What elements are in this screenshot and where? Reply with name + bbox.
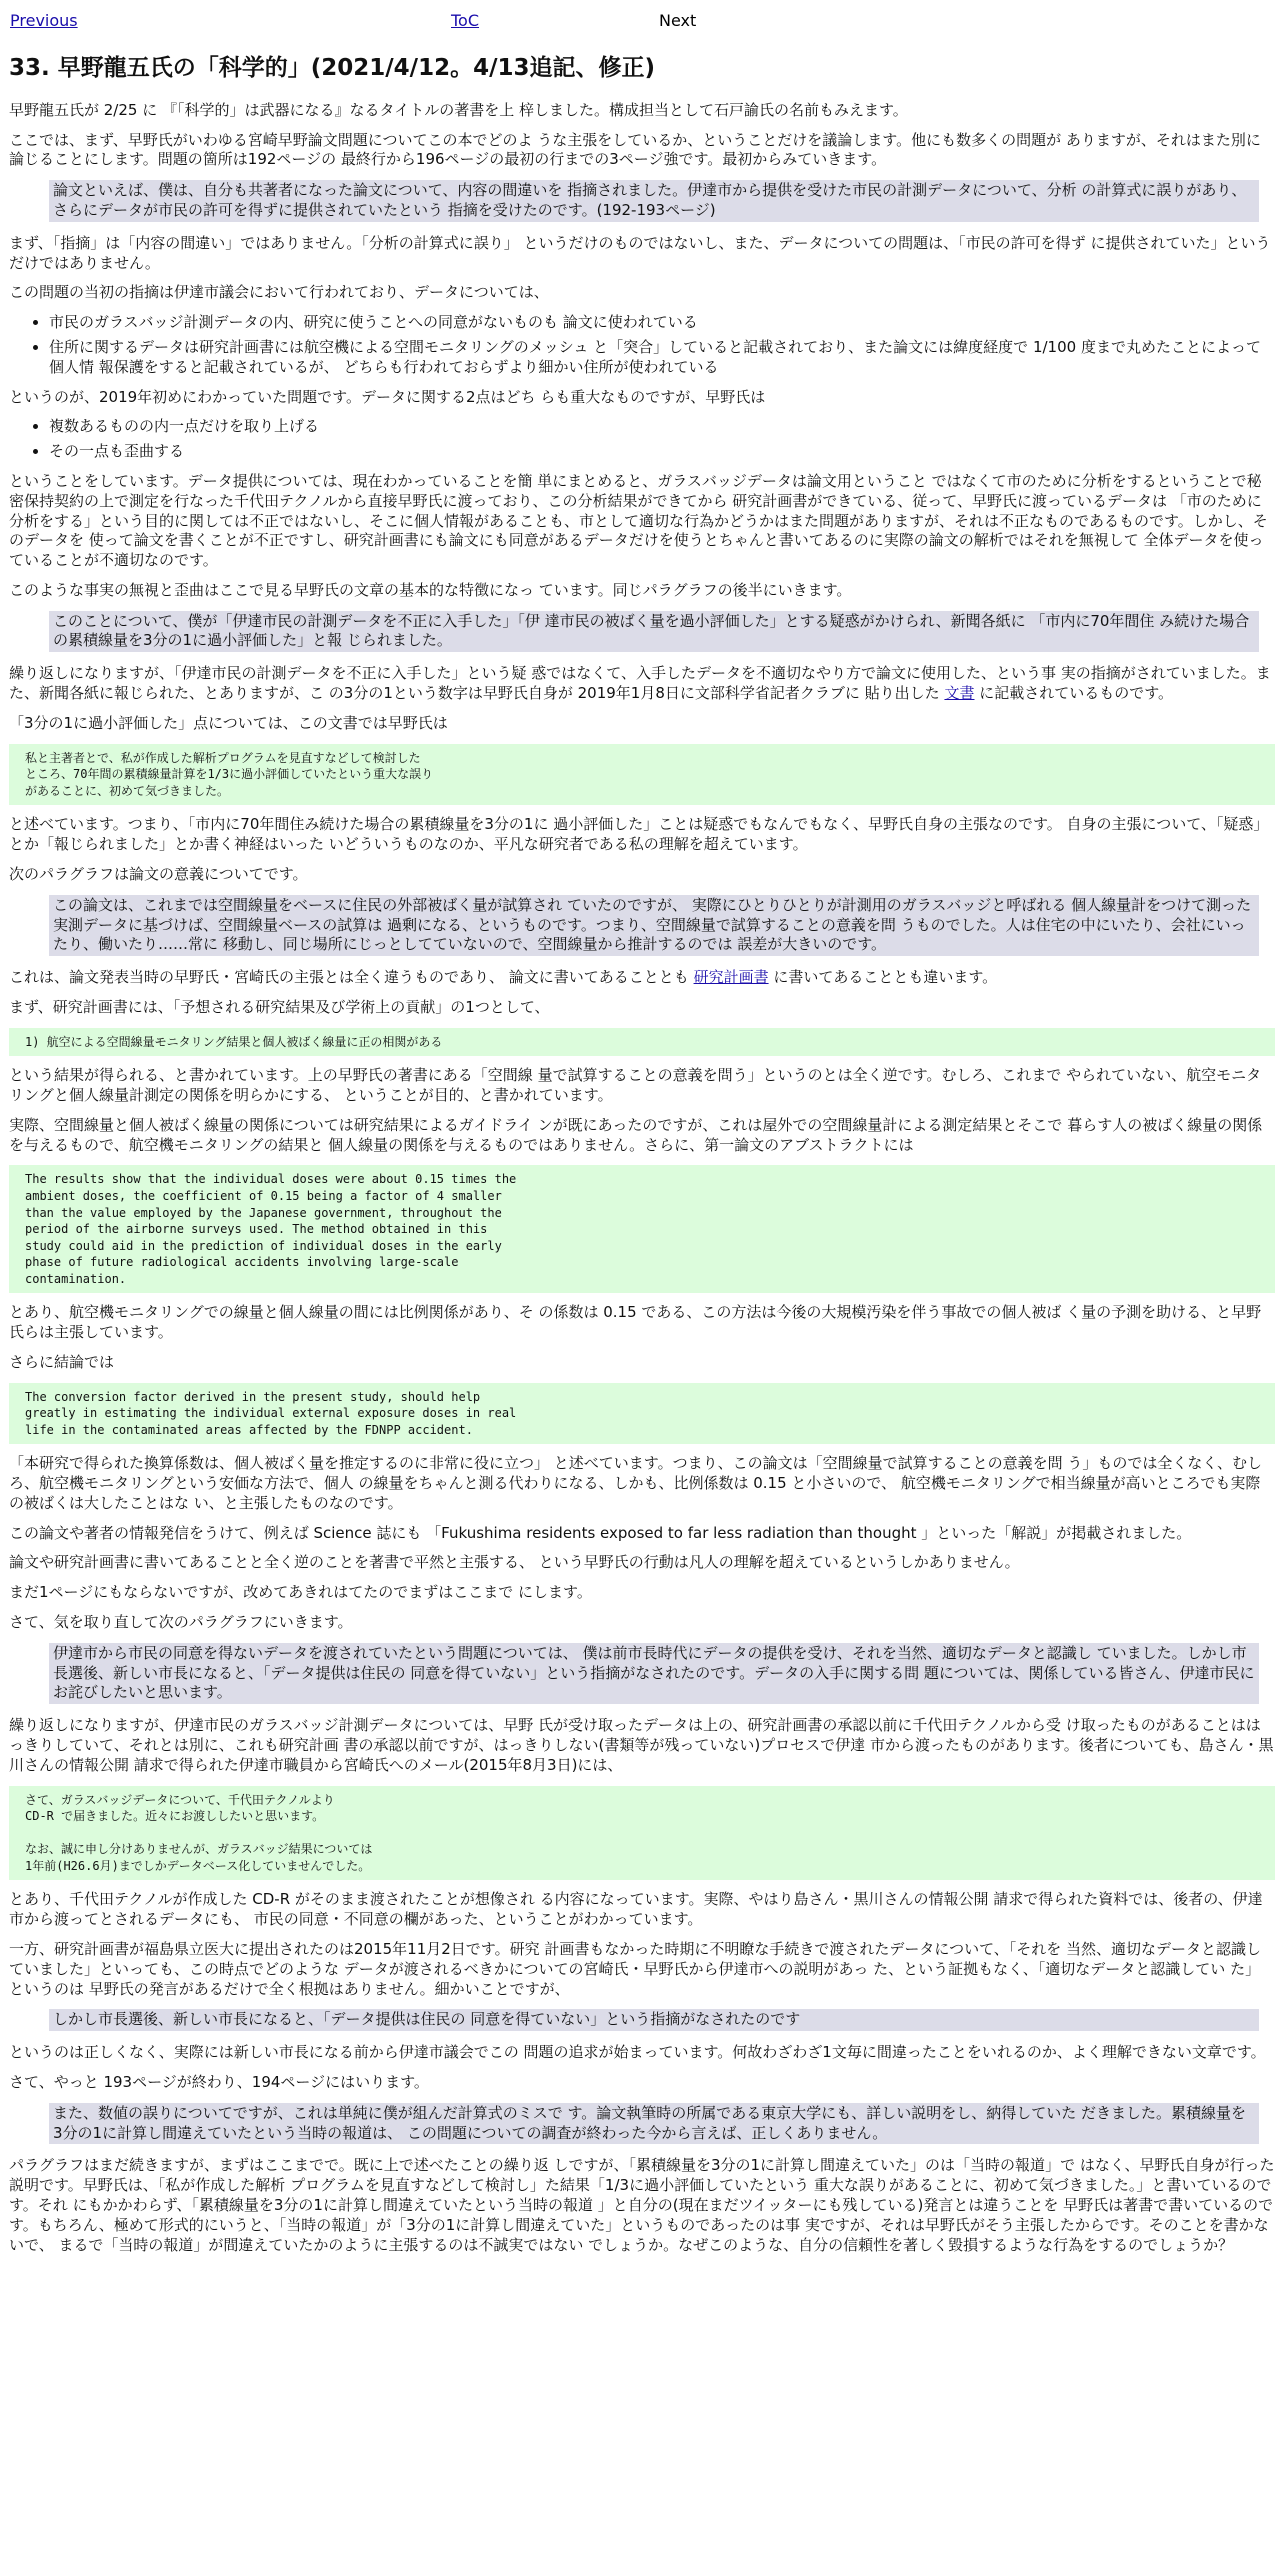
paragraph: 「3分の1に過小評価した」点については、この文書では早野氏は xyxy=(9,713,448,732)
code-excerpt: 1) 航空による空間線量モニタリング結果と個人被ばく線量に正の相関がある xyxy=(9,1028,1275,1057)
paragraph: さて、やっと 193ページが終わり、194ページにはいります。 xyxy=(9,2072,429,2091)
paragraph: さらに結論では xyxy=(9,1352,115,1371)
quoted-excerpt: このことについて、僕が「伊達市民の計測データを不正に入手した」「伊 達市民の被ばく量を過小評価した」とする疑惑がかけられ、新聞各紙に 「市内に70年間住 み続けた場合の累積線量を3分の1に過小評価した」と報 じられました。 xyxy=(49,611,1259,653)
quoted-excerpt: 伊達市から市民の同意を得ないデータを渡されていたという問題については、 僕は前市長時代にデータの提供を受け、それを当然、適切なデータと認識し ていました。しかし市長選後、新しい市長になると、「データ提供は住民の 同意を得ていない」という指摘がなされたのです。データの入手に関する問 題については、関係している皆さん、伊達市民にお詫びしたいと思います。 xyxy=(49,1643,1259,1704)
issues-list xyxy=(9,313,1275,377)
paragraph: パラグラフはまだ続きますが、まずはここまでで。既に上で述べたことの繰り返 しですが、「累積線量を3分の1に計算し間違えていた」のは「当時の報道」で はなく、早野氏自身が行った説明です。早野氏は、「私が作成した解析 プログラムを見直すなどして検討し」た結果「1/3に過小評価していたという 重大な誤りがあることに、初めて気づきました。」と書いているのです。それ にもかかわらず、「累積線量を3分の1に計算し間違えていたという当時の報道 」と自分の(現在まだツイッターにも残している)発言とは違うことを 早野氏は著書で書いているのです。もちろん、極めて形式的にいうと、「当時の報道」が「3分の1に計算し間違えていた」というものであったのは事 実ですが、それは早野氏がそう主張したからです。そのことを書かないで、 まるで「当時の報道」が間違えていたかのように主張するのは不誠実ではない でしょうか。なぜこのような、自分の信頼性を著しく毀損するような行為をするのでしょうか？ xyxy=(9,2156,1275,2254)
quoted-excerpt: また、数値の誤りについてですが、これは単純に僕が組んだ計算式のミスで す。論文執筆時の所属である東京大学にも、詳しい説明をし、納得していた だきました。累積線量を3分の1に計算し間違えていたという当時の報道は、 この問題についての調査が終わった今から言えば、正しくありません。 xyxy=(49,2103,1259,2145)
paragraph: 次のパラグラフは論文の意義についてです。 xyxy=(9,864,308,883)
page-title: 33. 早野龍五氏の「科学的」(2021/4/12。4/13追記、修正) xyxy=(9,55,656,81)
paragraph: まず、研究計画書には、「予想される研究結果及び学術上の貢献」の1つとして、 xyxy=(9,997,550,1016)
paragraph: 一方、研究計画書が福島県立医大に提出されたのは2015年11月2日です。研究 計画書もなかった時期に不明瞭な手続きで渡されたデータについて、「それを 当然、適切なデータと認識していました」といっても、この時点でどのような データが渡されるべきかについての宮崎氏・早野氏から伊達市への説明があっ た、という証拠もなく、「適切なデータと認識してい た」というのは 早野氏の発言があるだけで全く根拠はありません。細かいことですが、 xyxy=(9,1939,1262,1998)
paragraph: ここでは、まず、早野氏がいわゆる宮崎早野論文問題についてこの本でどのよ うな主張をしているか、ということだけを議論します。他にも数多くの問題が ありますが、それはまた別に論じることにします。問題の箇所は192ページの 最終行から196ページの最初の行までの3ページ強です。最初からみていきます。 xyxy=(9,130,1261,169)
document-link[interactable]: 文書 xyxy=(944,684,975,703)
paragraph: 早野龍五氏が 2/25 に 『「科学的」は武器になる』なるタイトルの著書を上 梓しました。構成担当として石戸諭氏の名前もみえます。 xyxy=(9,100,908,119)
paragraph-text: に書いてあることとも違います。 xyxy=(773,968,998,987)
quoted-excerpt: 論文といえば、僕は、自分も共著者になった論文について、内容の間違いを 指摘されました。伊達市から提供を受けた市民の計測データについて、分析 の計算式に誤りがあり、さらにデータが市民の許可を得ずに提供されていたという 指摘を受けたのです。(192-193ページ) xyxy=(49,180,1259,222)
list-item: • 住所に関するデータは研究計画書には航空機による空間モニタリングのメッシュ と「突合」していると記載されており、また論文には緯度経度で 1/100 度まで丸めたことによって個人情 報保護をすると記載されているが、 どちらも行われておらずより細かい住所が使われている xyxy=(49,338,1275,378)
paragraph xyxy=(9,664,1275,704)
paragraph: まず、「指摘」は「内容の間違い」ではありません。「分析の計算式に誤り」 というだけのものではないし、また、データについての問題は、「市民の許可を得ず に提供されていた」というだけではありません。 xyxy=(9,233,1271,272)
paragraph: さて、気を取り直して次のパラグラフにいきます。 xyxy=(9,1613,353,1632)
list-item: • 市民のガラスバッジ計測データの内、研究に使うことへの同意がないものも 論文に使われている xyxy=(49,313,1275,333)
code-excerpt: 私と主著者とで、私が作成した解析プログラムを見直すなどして検討した ところ、70年間の累積線量計算を1/3に過小評価していたという重大な誤り があることに、初めて気づきました。 xyxy=(9,744,1275,806)
paragraph: とあり、航空機モニタリングでの線量と個人線量の間には比例関係があり、そ の係数は 0.15 である、この方法は今後の大規模汚染を伴う事故での個人被ば く量の予測を助ける、と早野氏らは主張しています。 xyxy=(9,1303,1262,1342)
code-excerpt: さて、ガラスバッジデータについて、千代田テクノルより CD-R で届きました。近々にお渡ししたいと思います。 なお、誠に申し分けありませんが、ガラスバッジ結果については 1年前(H26.6月)までしかデータベース化していませんでした。 xyxy=(9,1786,1275,1881)
next-label: Next xyxy=(659,11,697,30)
quoted-excerpt: この論文は、これまでは空間線量をベースに住民の外部被ばく量が試算され ていたのですが、 実際にひとりひとりが計測用のガラスバッジと呼ばれる 個人線量計をつけて測った実測データに基づけば、空間線量ベースの試算は 過剰になる、というものです。つまり、空間線量で試算することの意義を問 うものでした。人は住宅の中にいたり、会社にいったり、働いたり……常に 移動し、同じ場所にじっとしてていないので、空間線量から推計するのでは 誤差が大きいのです。 xyxy=(49,895,1259,956)
paragraph: と述べています。つまり、「市内に70年間住み続けた場合の累積線量を3分の1に 過小評価した」ことは疑惑でもなんでもなく、早野氏自身の主張なのです。 自身の主張について、「疑惑」とか「報じられました」とか書く神経はいった いどういうものなのか、平凡な研究者である私の理解を超えています。 xyxy=(9,815,1269,854)
list-item: • 複数あるものの内一点だけを取り上げる xyxy=(49,417,1275,437)
toc-link[interactable]: ToC xyxy=(451,11,480,30)
code-excerpt: The conversion factor derived in the present study, should help greatly in estimating the individual external exposure doses in real life in the contaminated areas affected by the FDNPP accident. xyxy=(9,1383,1275,1445)
hayano-actions-list xyxy=(9,417,1275,462)
paragraph xyxy=(9,968,1275,988)
paragraph: とあり、千代田テクノルが作成した CD-R がそのまま渡されたことが想像され る内容になっています。実際、やはり島さん・黒川さんの情報公開 請求で得られた資料では、後者の、伊達市から渡ってとされるデータにも、 市民の同意・不同意の欄があった、ということがわかっています。 xyxy=(9,1890,1263,1929)
research-plan-link[interactable]: 研究計画書 xyxy=(693,968,769,987)
previous-link[interactable]: Previous xyxy=(10,11,78,30)
nav-bar xyxy=(9,10,1275,32)
paragraph: というのは正しくなく、実際には新しい市長になる前から伊達市議会でこの 問題の追求が始まっています。何故わざわざ1文毎に間違ったことをいれるのか、よく理解できない文章です。 xyxy=(9,2043,1266,2062)
paragraph: ということをしています。データ提供については、現在わかっていることを簡 単にまとめると、ガラスバッジデータは論文用ということ ではなくて市のために分析をするということで秘密保持契約の上で測定を行なった千代田テクノルから直接早野氏に渡っており、この分析結果ができてから 研究計画書ができている、従って、早野氏に渡っているデータは 「市のために分析をする」という目的に関しては不正ではないし、そこに個人情報があることも、市として適切な行為かどうかはまた問題がありますが、それは不正なものであるものです。しかし、そのデータを 使って論文を書くことが不正ですし、研究計画書にも論文にも同意があるデータだけを使うとちゃんと書いてあるのに実際の論文の解析ではそれを無視して 全体データを使っていることが不適切なのです。 xyxy=(9,471,1268,570)
list-item: • その一点も歪曲する xyxy=(49,442,1275,462)
paragraph: この問題の当初の指摘は伊達市議会において行われており、データについては、 xyxy=(9,283,549,302)
paragraph: 実際、空間線量と個人被ばく線量の関係については研究結果によるガイドライ ンが既にあったのですが、これは屋外での空間線量計による測定結果とそこで 暮らす人の被ばく線量の関係を与えるもので、航空機モニタリングの結果と 個人線量の関係を与えるものではありません。さらに、第一論文のアブストラクトには xyxy=(9,1115,1263,1154)
quoted-excerpt: しかし市長選後、新しい市長になると、「データ提供は住民の 同意を得ていない」という指摘がなされたのです xyxy=(49,2009,1259,2031)
paragraph: このような事実の無視と歪曲はここで見る早野氏の文章の基本的な特徴になっ ています。同じパラグラフの後半にいきます。 xyxy=(9,580,852,599)
paragraph: 「本研究で得られた換算係数は、個人被ばく量を推定するのに非常に役に立つ」 と述べています。つまり、この論文は「空間線量で試算することの意義を問 う」ものでは全くなく、むしろ、航空機モニタリングという安価な方法で、個人 の線量をちゃんと測る代わりになる、しかも、比例係数は 0.15 と小さいので、 航空機モニタリングで相当線量が高いところでも実際の被ばくは大したことはな い、と主張したものなのです。 xyxy=(9,1454,1263,1512)
paragraph-text: これは、論文発表当時の早野氏・宮崎氏の主張とは全く違うものであり、 論文に書いてあることとも xyxy=(9,968,689,987)
paragraph: という結果が得られる、と書かれています。上の早野氏の著書にある「空間線 量で試算することの意義を問う」というのとは全く逆です。むしろ、これまで やられていない、航空モニタリングと個人線量計測定の関係を明らかにする、 ということが目的、と書かれています。 xyxy=(9,1066,1262,1105)
paragraph-text: に記載されているものです。 xyxy=(979,684,1174,703)
paragraph: この論文や著者の情報発信をうけて、例えば Science 誌にも 「Fukushima residents exposed to far less radiation than thought 」といった「解説」が掲載されました。 xyxy=(9,1523,1192,1542)
paragraph: 論文や研究計画書に書いてあることと全く逆のことを著書で平然と主張する、 という早野氏の行動は凡人の理解を超えているというしかありません。 xyxy=(9,1553,1020,1572)
paragraph: 繰り返しになりますが、伊達市民のガラスバッジ計測データについては、早野 氏が受け取ったデータは上の、研究計画書の承認以前に千代田テクノルから受 け取ったものがあることははっきりしていて、それとは別に、これも研究計画 書の承認以前ですが、はっきりしない(書類等が残っていない)プロセスで伊達 市から渡ったものがあります。後者についても、島さん・黒川さんの情報公開 請求で得られた伊達市職員から宮崎氏へのメール(2015年8月3日)には、 xyxy=(9,1716,1274,1774)
paragraph: まだ1ページにもならないですが、改めてあきれはてたのでまずはここまで にします。 xyxy=(9,1583,592,1602)
code-excerpt: The results show that the individual doses were about 0.15 times the ambient doses, the coefficient of 0.15 being a factor of 4 smaller than the value employed by the Japanese government, throughout the period of the airborne surveys used. The method obtained in this study could aid in the prediction of individual doses in the early phase of future radiological accidents involving large-scale contamination. xyxy=(9,1165,1275,1293)
paragraph: というのが、2019年初めにわかっていた問題です。データに関する2点はどち らも重大なものですが、早野氏は xyxy=(9,387,766,406)
paragraph-text: 繰り返しになりますが、「伊達市民の計測データを不正に入手した」という疑 惑ではなくて、入手したデータを不適切なやり方で論文に使用した、という事 実の指摘がされていました。また、新聞各紙に報じられた、とありますが、こ の3分の1という数字は早野氏自身が 2019年1月8日に文部科学省記者クラブに 貼り出した xyxy=(9,664,1271,703)
